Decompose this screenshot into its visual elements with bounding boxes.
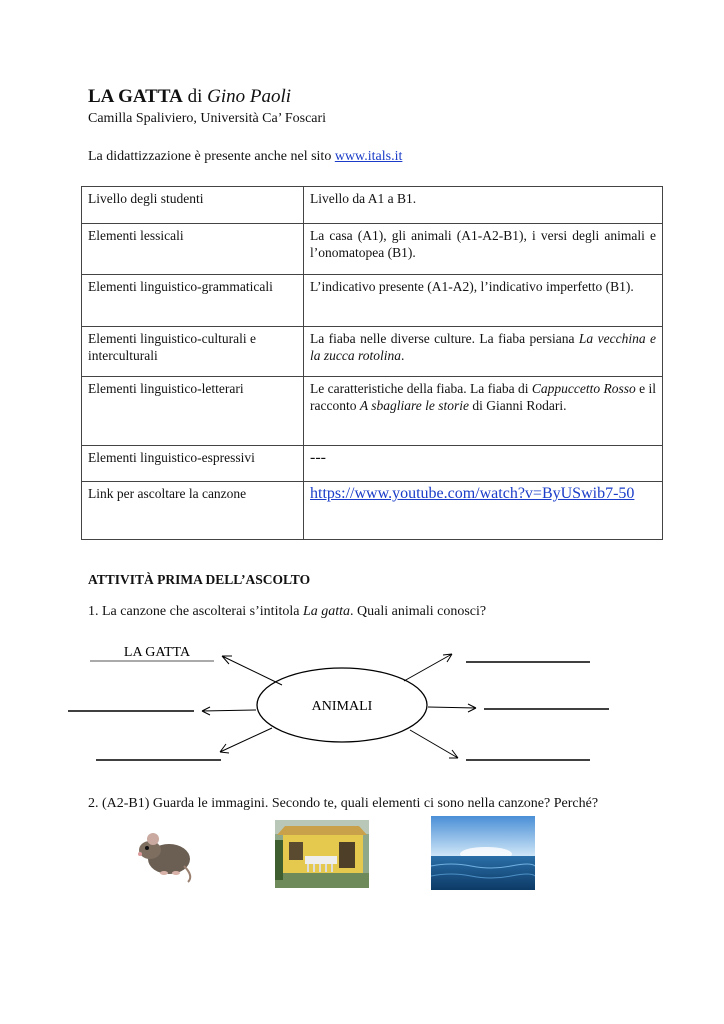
arrow (410, 730, 458, 758)
row-value: Livello da A1 a B1. (304, 187, 663, 224)
info-table (81, 186, 663, 540)
value-italic: La vecchina e la zucca rotolina (310, 331, 656, 363)
arrow (220, 728, 272, 753)
row-label: Elementi linguistico-espressivi (82, 446, 304, 482)
table-row (82, 275, 663, 327)
q1-italic: La gatta (302, 604, 351, 619)
row-label: Elementi linguistico-culturali e interculturali (82, 327, 304, 377)
value-italic-b: Cappuccetto Rosso (531, 381, 636, 396)
house-photo (275, 820, 369, 888)
song-title: LA GATTA (88, 86, 183, 107)
table-row (82, 377, 663, 446)
table-row (82, 327, 663, 377)
site-link[interactable]: www.itals.it (334, 149, 403, 164)
row-label: Elementi lessicali (82, 224, 304, 275)
q1-suffix: . Quali animali conosci? (350, 604, 487, 619)
row-value (304, 327, 663, 377)
mouse-photo (136, 826, 196, 884)
value-text: La fiaba nelle diverse culture. La fiaba persiana (310, 331, 579, 346)
arrow (222, 656, 282, 685)
sea-photo (431, 816, 535, 890)
example-answer: LA GATTA (123, 645, 191, 660)
table-row (82, 187, 663, 224)
row-label: Link per ascoltare la canzone (82, 482, 304, 540)
row-label: Livello degli studenti (82, 187, 304, 224)
section-heading: ATTIVITÀ PRIMA DELL’ASCOLTO (88, 572, 311, 587)
table-row (82, 446, 663, 482)
value-italic-d: A sbagliare le storie (359, 398, 469, 413)
row-value: La casa (A1), gli animali (A1-A2-B1), i versi degli animali e l’onomatopea (B1). (304, 224, 663, 275)
site-prefix: La didattizzazione è presente anche nel sito (88, 149, 335, 164)
value-text-a: Le caratteristiche della fiaba. La fiaba di (310, 381, 532, 396)
arrow (404, 654, 452, 681)
author-line: Camilla Spaliviero, Università Ca’ Foscari (88, 111, 327, 126)
value-text-c: e il racconto (310, 381, 656, 413)
table-row (82, 224, 663, 275)
table-row (82, 482, 663, 540)
animals-mindmap (0, 630, 724, 780)
row-value: L’indicativo presente (A1-A2), l’indicativo imperfetto (B1). (304, 275, 663, 327)
title-di: di (182, 86, 208, 107)
question-1 (88, 604, 486, 620)
arrow (428, 704, 476, 712)
youtube-link[interactable]: https://www.youtube.com/watch?v=ByUSwib7-50 (310, 485, 635, 502)
document-title (88, 86, 291, 108)
row-label: Elementi linguistico-letterari (82, 377, 304, 446)
center-label: ANIMALI (311, 699, 373, 714)
question-2: 2. (A2-B1) Guarda le immagini. Secondo te, quali elementi ci sono nella canzone? Perché? (88, 796, 599, 811)
row-value (304, 377, 663, 446)
q1-prefix: 1. La canzone che ascolterai s’intitola (88, 604, 303, 619)
site-line (88, 149, 402, 165)
value-text-e: di Gianni Rodari. (468, 398, 567, 413)
row-value (304, 482, 663, 540)
row-value: --- (304, 446, 663, 482)
song-author: Gino Paoli (207, 86, 292, 107)
arrow (202, 707, 256, 715)
value-end: . (401, 348, 405, 363)
row-label: Elementi linguistico-grammaticali (82, 275, 304, 327)
